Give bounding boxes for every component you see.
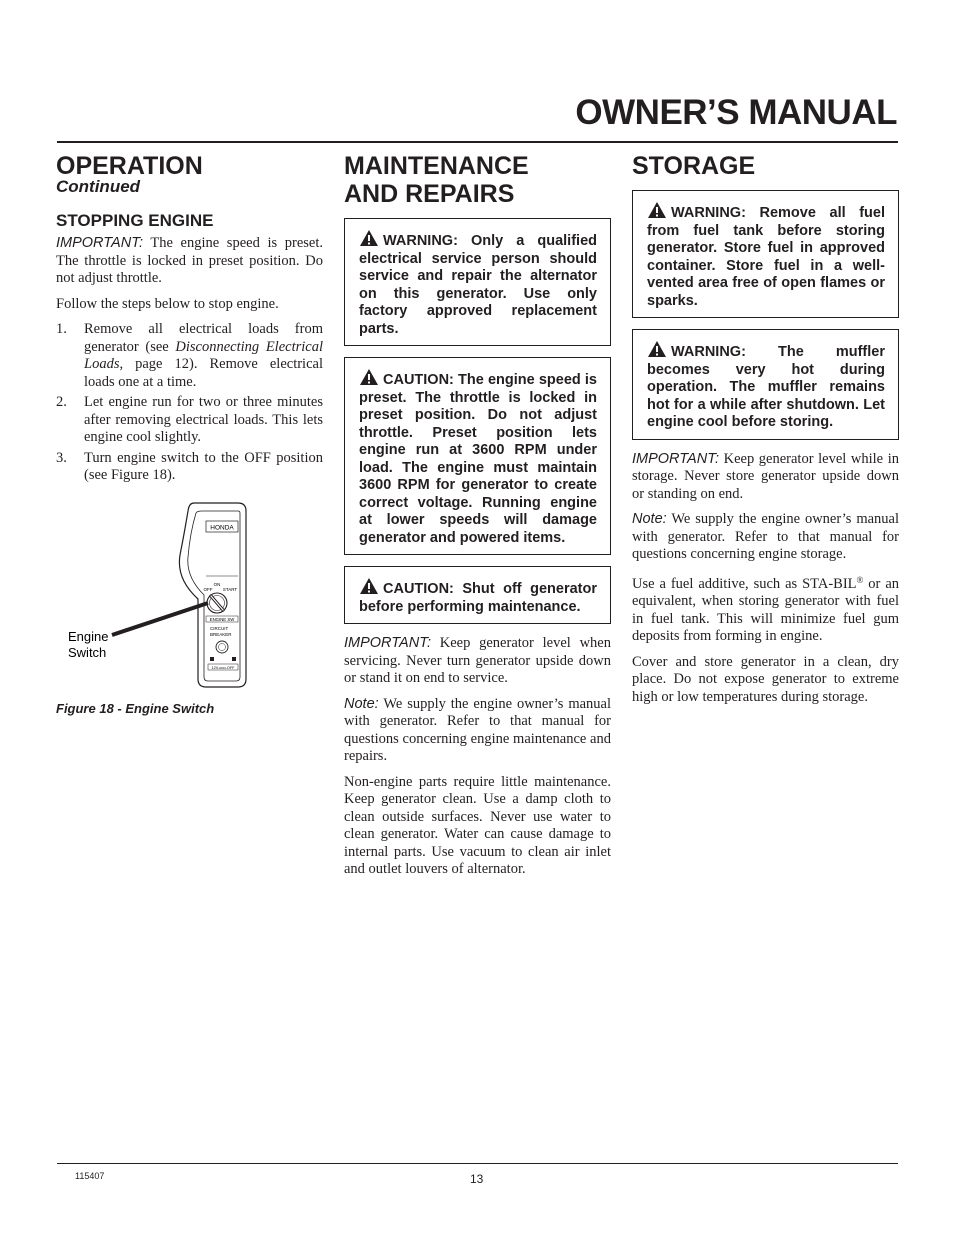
warning-triangle-icon — [359, 577, 379, 595]
warning-triangle-icon — [647, 340, 667, 358]
header-rule — [57, 141, 898, 143]
page-header-title: OWNER’S MANUAL — [575, 93, 897, 132]
important-lead: IMPORTANT: — [56, 235, 143, 251]
engine-switch-illustration — [56, 499, 323, 699]
footer-rule — [57, 1163, 898, 1164]
warning-box-muffler — [632, 329, 899, 440]
engine-switch-figure — [56, 499, 323, 699]
switch-off-label: OFF — [203, 586, 213, 592]
maintenance-column — [344, 152, 611, 887]
callout-switch: Switch — [68, 644, 107, 660]
list-item: 2. Let engine run for two or three minutes after removing electrical loads. This lets engine cool slightly. — [56, 394, 323, 445]
storage-paragraph: Cover and store generator in a clean, dry place. Do not expose generator to extreme high or low temperatures during storage. — [632, 653, 899, 705]
caution-text: CAUTION: Shut off generator before performing maintenance. — [359, 581, 597, 615]
callout-engine: Engine — [68, 628, 109, 644]
breaker-button — [216, 641, 228, 653]
warning-triangle-icon — [359, 229, 379, 247]
maintenance-paragraph: Non-engine parts require little maintenance. Keep generator clean. Use a damp cloth to clean outside surfaces. Never use water to clean generator. Water can cause damage to internal parts. Use vacuum to clean air inlet and outlet louvers of alternator. — [344, 773, 611, 877]
fuel-additive-paragraph: Use a fuel additive, such as STA-BIL® or an equivalent, when storing generator with fuel in fuel tank. This will minimize fuel gum deposits from forming in engine. — [632, 574, 900, 644]
warning-box-alternator — [344, 218, 611, 346]
caution-box-engine-speed — [344, 357, 611, 555]
maintenance-title: MAINTENANCE AND REPAIRS — [344, 152, 529, 208]
warning-triangle-icon — [359, 368, 379, 386]
callout-leader-line — [112, 603, 208, 635]
warning-box-fuel — [632, 190, 899, 318]
figure-caption: Figure 18 - Engine Switch — [56, 700, 215, 716]
page-number: 13 — [470, 1172, 484, 1186]
operation-subtitle: Continued — [56, 177, 141, 196]
warning-triangle-icon — [647, 201, 667, 219]
breaker-label-1: CIRCUIT — [210, 625, 229, 631]
warning-text: WARNING: The muffler becomes very hot during operation. The muffler remains hot for a while after shutdown. Let engine cool before storing. — [647, 344, 885, 430]
operation-column — [56, 152, 323, 716]
engine-sw-label: ENGINE SW — [209, 616, 235, 622]
stop-steps-list — [56, 321, 323, 485]
caution-text: CAUTION: The engine speed is preset. The throttle is locked in preset position. Do not adjust throttle. Preset position lets engine run at 3600 RPM under load. The engine must maintain 3600 RPM for generator to create correct voltage. Running engine at lower speeds will damage generator and powered items. — [359, 372, 597, 546]
warning-text: WARNING: Remove all fuel from fuel tank before storing generator. Store fuel in approved container. Store fuel in a well-vented area free of open flames or sparks. — [647, 205, 885, 309]
bottom-plate-label: 12V-ooo-OFF — [211, 665, 235, 670]
document-code: 115407 — [75, 1171, 105, 1181]
follow-steps-text: Follow the steps below to stop engine. — [56, 295, 279, 312]
maintenance-important: IMPORTANT: Keep generator level when servicing. Never turn generator upside down or stand it on end to service. — [344, 635, 611, 686]
switch-on-label: ON — [213, 581, 221, 587]
storage-note: Note: We supply the engine owner’s manual with generator. Refer to that manual for questions concerning engine storage. — [632, 511, 899, 562]
stopping-engine-heading: STOPPING ENGINE — [56, 211, 214, 230]
list-item: 1. Remove all electrical loads from generator (see Disconnecting Electrical Loads, page 12). Remove electrical loads one at a time. — [56, 321, 323, 390]
storage-title: STORAGE — [632, 152, 756, 180]
breaker-label-2: BREAKER — [210, 631, 232, 637]
storage-important: IMPORTANT: Keep generator level while in storage. Never store generator upside down or standing on end. — [632, 450, 899, 502]
important-text: The engine speed is preset. The throttle is locked in preset position. Do not adjust throttle. — [56, 235, 323, 286]
switch-start-label: START — [222, 586, 238, 592]
storage-column — [632, 152, 899, 714]
warning-text: WARNING: Only a qualified electrical service person should service and repair the alternator on this generator. Use only factory approved replacement parts. — [359, 233, 597, 337]
list-item: 3. Turn engine switch to the OFF position (see Figure 18). — [56, 449, 323, 483]
operation-important — [56, 235, 323, 288]
maintenance-note: Note: We supply the engine owner’s manual with generator. Refer to that manual for questions concerning engine maintenance and repairs. — [344, 695, 611, 764]
caution-box-shut-off — [344, 566, 611, 624]
brand-label: HONDA — [210, 524, 234, 531]
operation-title: OPERATION — [56, 152, 203, 180]
